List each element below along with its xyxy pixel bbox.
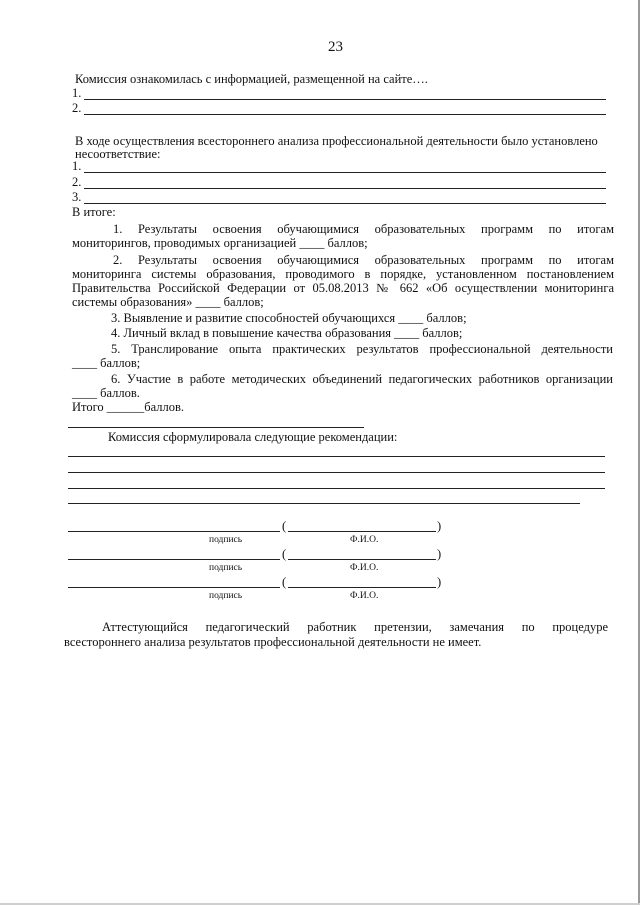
recommendation-line-2[interactable] — [68, 472, 605, 473]
signature-2-line[interactable] — [68, 559, 280, 560]
signature-2-name-label: Ф.И.О. — [350, 563, 379, 573]
result-2-line-4: системы образования» ____ баллов; — [72, 295, 264, 309]
site-info-item-1-line[interactable] — [84, 99, 606, 100]
closing-line-1: Аттестующийся педагогический работник претензии, замечания по процедуре — [102, 620, 608, 634]
signature-3-open-paren: ( — [282, 575, 287, 589]
total-divider-line — [68, 427, 364, 428]
signature-1-close-paren: ) — [437, 519, 442, 533]
analysis-line-1: В ходе осуществления всестороннего анализа профессиональной деятельности было установлено — [75, 134, 598, 148]
signature-3-name-line[interactable] — [288, 587, 436, 588]
site-info-item-2-line[interactable] — [84, 114, 606, 115]
analysis-item-3-number: 3. — [72, 190, 82, 204]
recommendations-heading: Комиссия сформулировала следующие рекомендации: — [108, 430, 398, 444]
page-number: 23 — [328, 39, 343, 55]
result-6-line-2: ____ баллов. — [72, 386, 140, 400]
result-6-line-1: 6. Участие в работе методических объединений педагогических работников организации — [111, 372, 613, 386]
signature-1-sign-label: подпись — [209, 535, 243, 545]
analysis-item-2-number: 2. — [72, 175, 82, 189]
signature-3-sign-label: подпись — [209, 591, 243, 601]
signature-3-close-paren: ) — [437, 575, 442, 589]
signature-2-name-line[interactable] — [288, 559, 436, 560]
results-heading: В итоге: — [72, 205, 116, 219]
analysis-line-2: несоответствие: — [75, 147, 161, 161]
analysis-item-1-line[interactable] — [84, 172, 606, 173]
analysis-item-3-line[interactable] — [84, 203, 606, 204]
signature-2-close-paren: ) — [437, 547, 442, 561]
result-1-line-1: 1. Результаты освоения обучающимися образовательных программ по итогам — [113, 222, 614, 236]
signature-2-sign-label: подпись — [209, 563, 243, 573]
site-info-heading: Комиссия ознакомилась с информацией, размещенной на сайте…. — [75, 72, 428, 86]
result-2-line-2: мониторинга системы образования, проводимого в порядке, установленном постановлением — [72, 267, 614, 281]
result-1-line-2: мониторингов, проводимых организацией ____ баллов; — [72, 236, 368, 250]
site-info-item-2-number: 2. — [72, 101, 82, 115]
signature-3-line[interactable] — [68, 587, 280, 588]
results-total: Итого ______баллов. — [72, 400, 185, 414]
signature-1-open-paren: ( — [282, 519, 287, 533]
analysis-item-1-number: 1. — [72, 159, 82, 173]
signature-2-open-paren: ( — [282, 547, 287, 561]
recommendation-line-1[interactable] — [68, 456, 605, 457]
result-4: 4. Личный вклад в повышение качества образования ____ баллов; — [111, 326, 463, 340]
recommendation-line-4[interactable] — [68, 503, 580, 504]
result-5-line-2: ____ баллов; — [72, 356, 141, 370]
result-2-line-1: 2. Результаты освоения обучающимися образовательных программ по итогам — [113, 253, 614, 267]
site-info-item-1-number: 1. — [72, 86, 82, 100]
signature-1-name-line[interactable] — [288, 531, 436, 532]
result-3: 3. Выявление и развитие способностей обучающихся ____ баллов; — [111, 311, 467, 325]
result-2-line-3: Правительства Российской Федерации от 05.08.2013 № 662 «Об осуществлении мониторинга — [72, 281, 614, 295]
signature-1-name-label: Ф.И.О. — [350, 535, 379, 545]
result-5-line-1: 5. Транслирование опыта практических результатов профессиональной деятельности — [111, 342, 613, 356]
analysis-item-2-line[interactable] — [84, 188, 606, 189]
signature-1-line[interactable] — [68, 531, 280, 532]
signature-3-name-label: Ф.И.О. — [350, 591, 379, 601]
recommendation-line-3[interactable] — [68, 488, 605, 489]
closing-line-2: всестороннего анализа результатов профессиональной деятельности не имеет. — [64, 635, 482, 649]
